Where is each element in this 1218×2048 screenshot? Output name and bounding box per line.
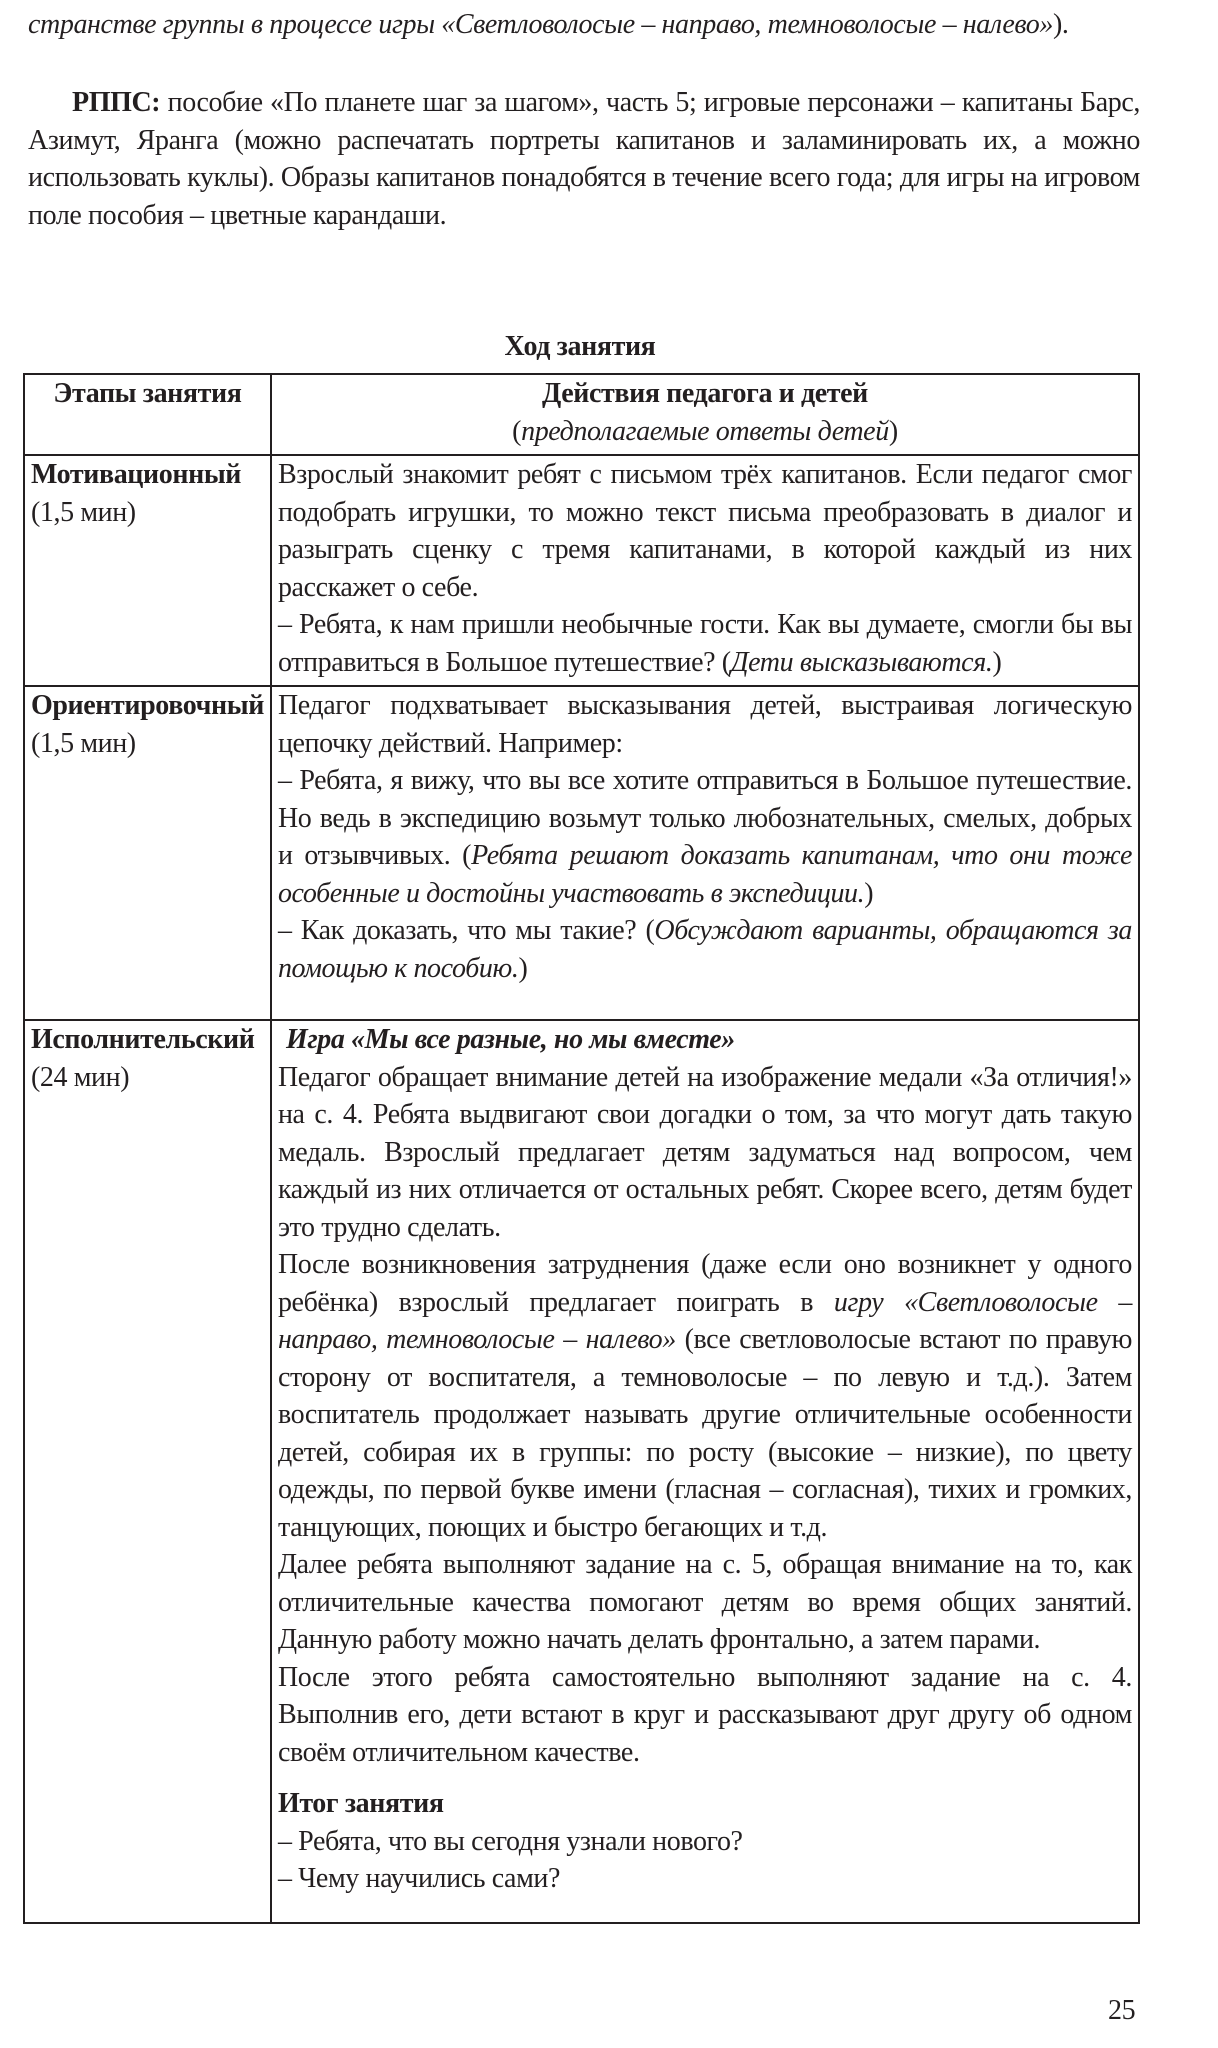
rpps-paragraph bbox=[28, 84, 1140, 234]
header-actions bbox=[271, 374, 1139, 455]
summary-question: – Ребята, что вы сегодня узнали нового? bbox=[277, 1825, 743, 1857]
table-header-row bbox=[24, 374, 1139, 455]
action-paragraph: После этого ребята самостоятельно выполняют задание на с. 4. Выполнив его, дети встают в круг и рассказывают друг другу об одном своём отличительном качестве. bbox=[277, 1661, 1132, 1768]
action-paragraph bbox=[278, 912, 1132, 987]
actions-cell bbox=[271, 686, 1139, 1020]
lesson-table bbox=[23, 373, 1140, 1924]
action-paragraph bbox=[278, 762, 1132, 912]
text: – Ребята, я вижу, что вы все хотите отправиться в Большое путешествие. Но ведь в экспедицию возьмут только любознательных, смелых, добрых и отзывчивых. ( bbox=[277, 765, 1132, 871]
summary-title: Итог занятия bbox=[277, 1788, 444, 1819]
stage-name: Ориентировочный bbox=[31, 690, 264, 721]
rpps-label: РППС: bbox=[72, 87, 161, 118]
intro-paragraph bbox=[28, 6, 1140, 44]
stage-cell bbox=[24, 1020, 271, 1923]
text: ) bbox=[992, 646, 1002, 678]
stage-duration: (1,5 мин) bbox=[31, 727, 136, 759]
paren: ) bbox=[888, 415, 898, 447]
intro-italic: странстве группы в процессе игры «Светловолосые – направо, темноволосые – налево» bbox=[28, 9, 1053, 40]
stage-duration: (24 мин) bbox=[31, 1061, 130, 1093]
children-response: Ребята решают доказать капитанам, что они тоже особенные и достойны участвовать в экспедиции. bbox=[277, 840, 1132, 909]
header-sub-italic: предполагаемые ответы детей bbox=[521, 415, 889, 447]
action-paragraph bbox=[278, 1246, 1132, 1546]
table-row bbox=[24, 686, 1139, 1020]
table-row bbox=[24, 455, 1139, 686]
header-actions-title: Действия педагога и детей bbox=[542, 378, 868, 409]
text: – Как доказать, что мы такие? ( bbox=[277, 915, 655, 946]
header-actions-sub bbox=[278, 413, 1132, 451]
children-response: Дети высказываются. bbox=[730, 646, 993, 678]
rpps-text: пособие «По планете шаг за шагом», часть 5; игровые персонажи – капитаны Барс, Азимут, Яранга (можно распечатать портреты капитанов и заламинировать их, а можно использовать куклы). Образы капитанов понадобятся в течение всего года; для игры на игровом поле пособия – цветные карандаши. bbox=[28, 87, 1140, 231]
text: ) bbox=[518, 952, 528, 984]
text: – Ребята, к нам пришли необычные гости. Как вы думаете, смогли бы вы отправиться в Большое путешествие? ( bbox=[277, 609, 1132, 678]
action-paragraph: Взрослый знакомит ребят с письмом трёх капитанов. Если педагог смог подобрать игрушки, то можно текст письма преобразовать в диалог и разыграть сценку с тремя капитанами, в которой каждый из них расскажет о себе. bbox=[277, 459, 1132, 603]
stage-cell bbox=[24, 686, 271, 1020]
actions-cell bbox=[271, 455, 1139, 686]
game-title: Игра «Мы все разные, но мы вместе» bbox=[285, 1024, 735, 1055]
action-paragraph bbox=[278, 606, 1132, 681]
children-response: Обсуждают варианты, обращаются за помощью к пособию. bbox=[277, 915, 1132, 984]
action-paragraph: Педагог подхватывает высказывания детей, выстраивая логическую цепочку действий. Например: bbox=[277, 690, 1132, 759]
section-title: Ход занятия bbox=[504, 331, 656, 362]
actions-cell bbox=[271, 1020, 1139, 1923]
action-paragraph: Далее ребята выполняют задание на с. 5, обращая внимание на то, как отличительные качества помогают детям во время общих занятий. Данную работу можно начать делать фронтально, а затем парами. bbox=[277, 1549, 1132, 1655]
table-row bbox=[24, 1020, 1139, 1923]
stage-name: Мотивационный bbox=[31, 459, 242, 490]
text: ) bbox=[864, 877, 874, 909]
header-stage: Этапы занятия bbox=[24, 374, 271, 455]
text: (все светловолосые встают по правую сторону от воспитателя, а темноволосые – по левую и т.д.). Затем воспитатель продолжает называть другие отличительные особенности детей, собирая их в группы: по росту (высокие – низкие), по цвету одежды, по первой букве имени (гласная – согласная), тихих и громких, танцующих, поющих и быстро бегающих и т.д. bbox=[277, 1324, 1132, 1543]
intro-tail: ). bbox=[1053, 9, 1069, 40]
action-paragraph: Педагог обращает внимание детей на изображение медали «За отличия!» на с. 4. Ребята выдвигают свои догадки о том, за что могут дать такую медаль. Взрослый предлагает детям задуматься над вопросом, чем каждый из них отличается от остальных ребят. Скорее всего, детям будет это трудно сделать. bbox=[277, 1061, 1132, 1243]
stage-duration: (1,5 мин) bbox=[31, 496, 136, 528]
stage-name: Исполнительский bbox=[31, 1024, 255, 1055]
page-number: 25 bbox=[1108, 1995, 1136, 2026]
text: После возникновения затруднения (даже если оно возникнет у одного ребёнка) взрослый предлагает поиграть в bbox=[277, 1249, 1132, 1318]
paren: ( bbox=[512, 415, 522, 447]
summary-question: – Чему научились сами? bbox=[277, 1863, 561, 1894]
game-name: игру «Светловолосые – направо, темноволосые – налево» bbox=[277, 1286, 1133, 1355]
stage-cell bbox=[24, 455, 271, 686]
